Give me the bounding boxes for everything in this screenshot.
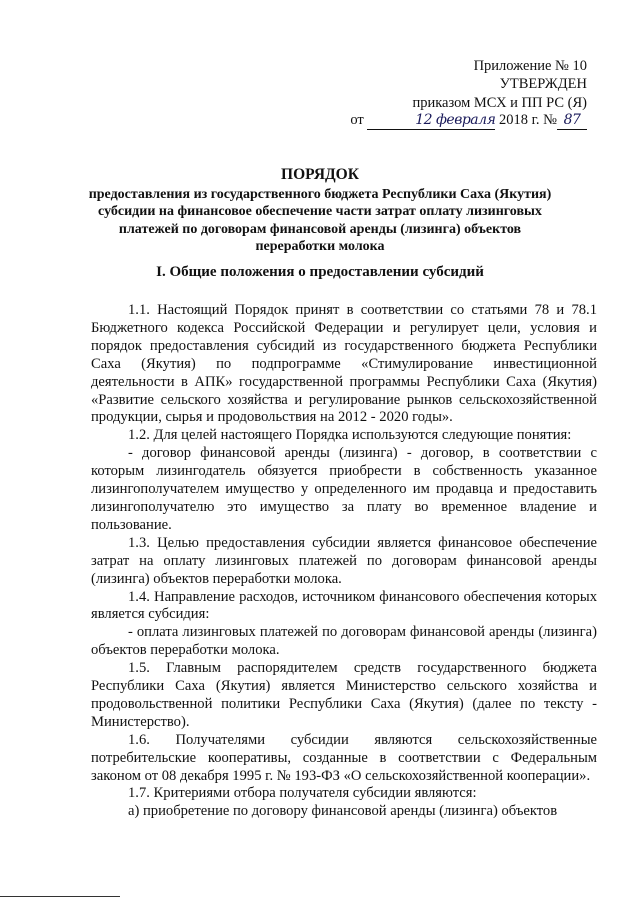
paragraph: 1.3. Целью предоставления субсидии является финансовое обеспечение затрат на оплату лизинговых платежей по договорам финансовой аренды (лизинга) объектов переработки молока. <box>91 534 597 587</box>
footnote-separator <box>0 896 120 897</box>
document-body <box>91 302 597 821</box>
paragraph: - оплата лизинговых платежей по договорам финансовой аренды (лизинга) объектов переработки молока. <box>91 624 597 659</box>
section-heading: I. Общие положения о предоставлении субсидий <box>156 264 484 280</box>
date-handwritten: 12 февраля <box>415 112 496 128</box>
title-line: переработки молока <box>255 239 385 254</box>
paragraph: 1.2. Для целей настоящего Порядка используются следующие понятия: <box>128 427 572 444</box>
paragraph: 1.5. Главным распорядителем средств государственного бюджета Республики Саха (Якутия) является Министерство сельского хозяйства и продовольственной политики Республики Саха (Якутия) (далее по тексту - Министерство). <box>91 660 597 730</box>
approved-label: УТВЕРЖДЕН <box>499 76 587 92</box>
from-label: от <box>350 112 364 128</box>
number-handwritten: 87 <box>563 112 581 128</box>
paragraph: 1.6. Получателями субсидии являются сельскохозяйственные потребительские кооперативы, созданные в соответствии с Федеральным законом от 08 декабря 1995 г. № 193-ФЗ «О сельскохозяйственной кооперации». <box>91 731 597 784</box>
title-line: предоставления из государственного бюджета Республики Саха (Якутия) <box>88 186 552 202</box>
order-reference: приказом МСХ и ПП РС (Я) <box>412 95 587 111</box>
year-number-label: 2018 г. № <box>498 112 557 128</box>
title-line: платежей по договорам финансовой аренды (лизинга) объектов <box>118 221 522 237</box>
title-line: субсидии на финансовое обеспечение части затрат оплату лизинговых <box>98 204 542 219</box>
paragraph: - договор финансовой аренды (лизинга) - договор, в соответствии с которым лизингодатель обязуется приобрести в собственность указанное лизингополучателем имущество у определенного им продавца и предоставить лизингополучателю это имущество за плату во временное владение и пользование. <box>91 445 597 533</box>
appendix-number: Приложение № 10 <box>473 58 587 74</box>
paragraph: 1.1. Настоящий Порядок принят в соответствии со статьями 78 и 78.1 Бюджетного кодекса Российской Федерации и регулирует цели, условия и порядок предоставления субсидий из государственного бюджета Республики Саха (Якутия) по подпрограмме «Стимулирование инвестиционной деятельности в АПК» государственной программы Республики Саха (Якутия) «Развитие сельского хозяйства и регулирование рынков сельскохозяйственной продукции, сырья и продовольствия на 2012 - 2020 годы». <box>91 302 597 426</box>
paragraph: 1.4. Направление расходов, источником финансового обеспечения которых является субсидия: <box>91 588 597 623</box>
paragraph: а) приобретение по договору финансовой аренды (лизинга) объектов <box>128 803 558 820</box>
document-title <box>74 166 566 256</box>
date-handwritten-field <box>367 112 495 130</box>
number-handwritten-field <box>557 112 587 130</box>
paragraph: 1.7. Критериями отбора получателя субсидии являются: <box>128 785 477 802</box>
order-date-line <box>350 112 587 130</box>
title-main: ПОРЯДОК <box>281 166 359 183</box>
